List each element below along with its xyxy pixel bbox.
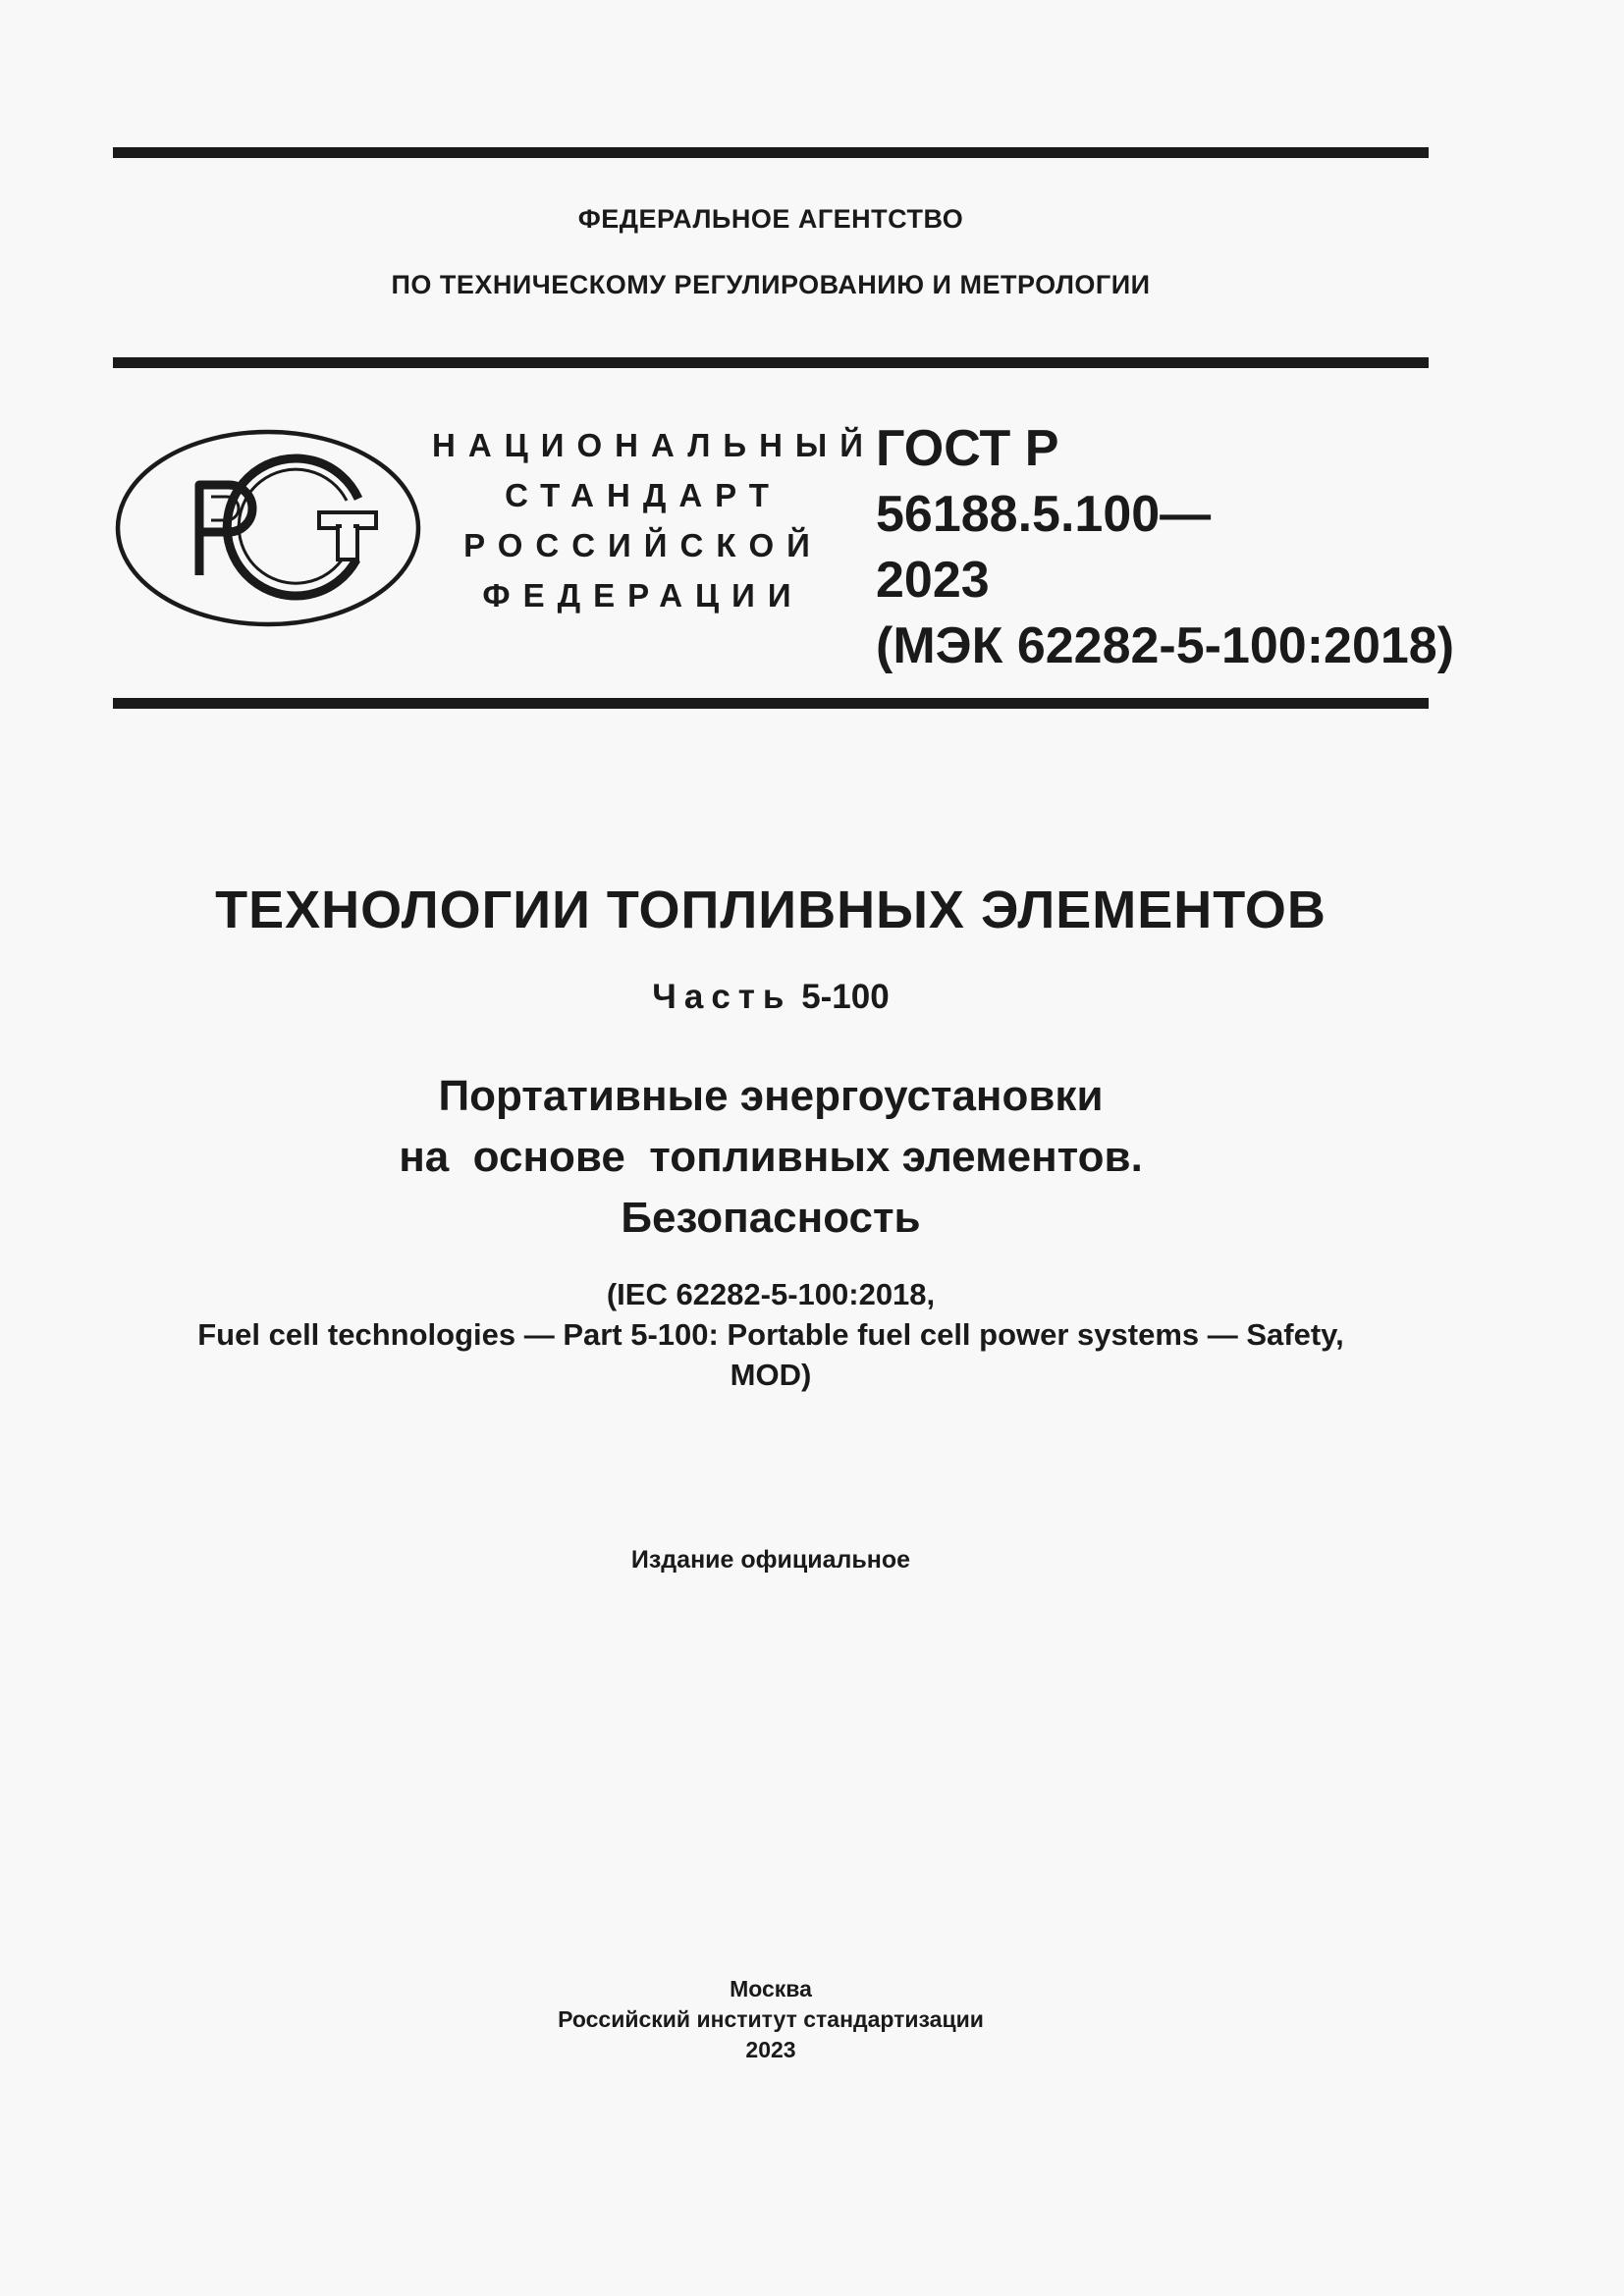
subtitle-line-1: Портативные энергоустановки <box>438 1072 1104 1120</box>
standard-designation <box>876 416 1454 679</box>
iec-line-3: MOD) <box>730 1358 812 1392</box>
iec-reference <box>0 1274 1542 1395</box>
designation-line-2: 56188.5.100— <box>876 486 1212 543</box>
agency-line-1: ФЕДЕРАЛЬНОЕ АГЕНТСТВО <box>577 204 964 234</box>
imprint-city: Москва <box>730 1976 812 2002</box>
imprint-publisher: Российский институт стандартизации <box>558 2006 984 2032</box>
subtitle-line-2: на основе топливных элементов. <box>399 1133 1143 1181</box>
agency-line-2: ПО ТЕХНИЧЕСКОМУ РЕГУЛИРОВАНИЮ И МЕТРОЛОГИИ <box>391 270 1151 299</box>
national-standard-label <box>432 420 876 620</box>
document-title: ТЕХНОЛОГИИ ТОПЛИВНЫХ ЭЛЕМЕНТОВ <box>215 881 1326 939</box>
document-subtitle <box>0 1066 1542 1249</box>
part-heading <box>0 978 1542 1017</box>
iec-line-2: Fuel cell technologies — Part 5-100: Portable fuel cell power systems — Safety, <box>197 1317 1344 1352</box>
top-rule <box>113 147 1429 158</box>
subtitle-line-3: Безопасность <box>621 1194 921 1242</box>
national-line-2: СТАНДАРТ <box>505 477 782 513</box>
designation-line-4: (МЭК 62282-5-100:2018) <box>876 617 1455 674</box>
national-line-4: ФЕДЕРАЦИИ <box>482 577 804 614</box>
designation-line-3: 2023 <box>876 552 990 609</box>
part-word: Часть <box>652 978 792 1016</box>
national-line-3: РОССИЙСКОЙ <box>463 527 823 563</box>
designation-divider-rule <box>113 698 1429 709</box>
gost-r-certification-mark-icon <box>113 428 423 628</box>
header-divider-rule <box>113 357 1429 368</box>
imprint-year: 2023 <box>745 2037 796 2062</box>
publisher-imprint <box>0 1974 1542 2065</box>
iec-line-1: (IEC 62282-5-100:2018, <box>606 1277 936 1311</box>
part-number: 5-100 <box>801 978 890 1016</box>
national-line-1: НАЦИОНАЛЬНЫЙ <box>432 427 876 463</box>
official-edition-label: Издание официальное <box>630 1546 911 1574</box>
designation-line-1: ГОСТ Р <box>876 420 1059 477</box>
